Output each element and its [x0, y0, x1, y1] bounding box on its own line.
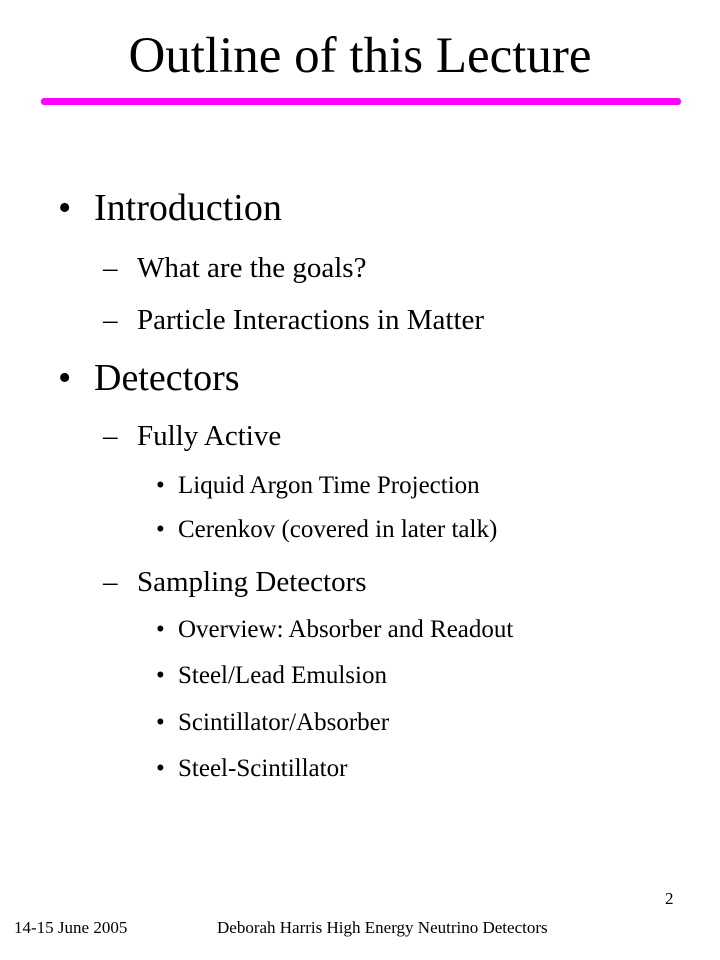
outline-detail	[156, 708, 390, 738]
outline-detail	[156, 471, 480, 501]
outline-subitem	[103, 303, 485, 337]
outline-item-label: Introduction	[94, 187, 282, 229]
bullet-icon: •	[156, 709, 165, 736]
bullet-icon: •	[58, 187, 72, 229]
outline-item-label: Detectors	[94, 357, 240, 399]
bullet-icon: •	[58, 357, 72, 399]
outline-detail-label: Steel/Lead Emulsion	[178, 662, 387, 689]
dash-icon: –	[103, 252, 118, 284]
outline-subitem-label: Sampling Detectors	[137, 566, 367, 598]
outline-item-detectors	[58, 356, 240, 400]
outline-detail-label: Liquid Argon Time Projection	[178, 472, 480, 499]
bullet-icon: •	[156, 472, 165, 499]
outline-subitem-fully-active	[103, 419, 282, 453]
dash-icon: –	[103, 566, 118, 598]
slide-title: Outline of this Lecture	[128, 28, 592, 84]
outline-detail	[156, 754, 348, 784]
outline-detail	[156, 515, 498, 545]
title-underline	[41, 98, 681, 105]
bullet-icon: •	[156, 755, 165, 782]
footer-author: Deborah Harris High Energy Neutrino Detectors	[217, 918, 548, 937]
outline-detail-label: Steel-Scintillator	[178, 755, 348, 782]
bullet-icon: •	[156, 662, 165, 689]
bullet-icon: •	[156, 616, 165, 643]
page-number: 2	[665, 889, 674, 908]
outline-subitem-sampling	[103, 565, 367, 599]
bullet-icon: •	[156, 516, 165, 543]
outline-detail	[156, 661, 387, 691]
dash-icon: –	[103, 420, 118, 452]
outline-item-introduction	[58, 186, 282, 230]
outline-detail	[156, 615, 514, 645]
outline-subitem-label: What are the goals?	[137, 252, 367, 284]
outline-subitem-label: Fully Active	[137, 420, 282, 452]
outline-detail-label: Cerenkov (covered in later talk)	[178, 516, 498, 543]
dash-icon: –	[103, 304, 118, 336]
outline-subitem	[103, 251, 367, 285]
outline-detail-label: Scintillator/Absorber	[178, 709, 390, 736]
outline-detail-label: Overview: Absorber and Readout	[178, 616, 514, 643]
footer-date: 14-15 June 2005	[14, 918, 128, 937]
outline-subitem-label: Particle Interactions in Matter	[137, 304, 485, 336]
